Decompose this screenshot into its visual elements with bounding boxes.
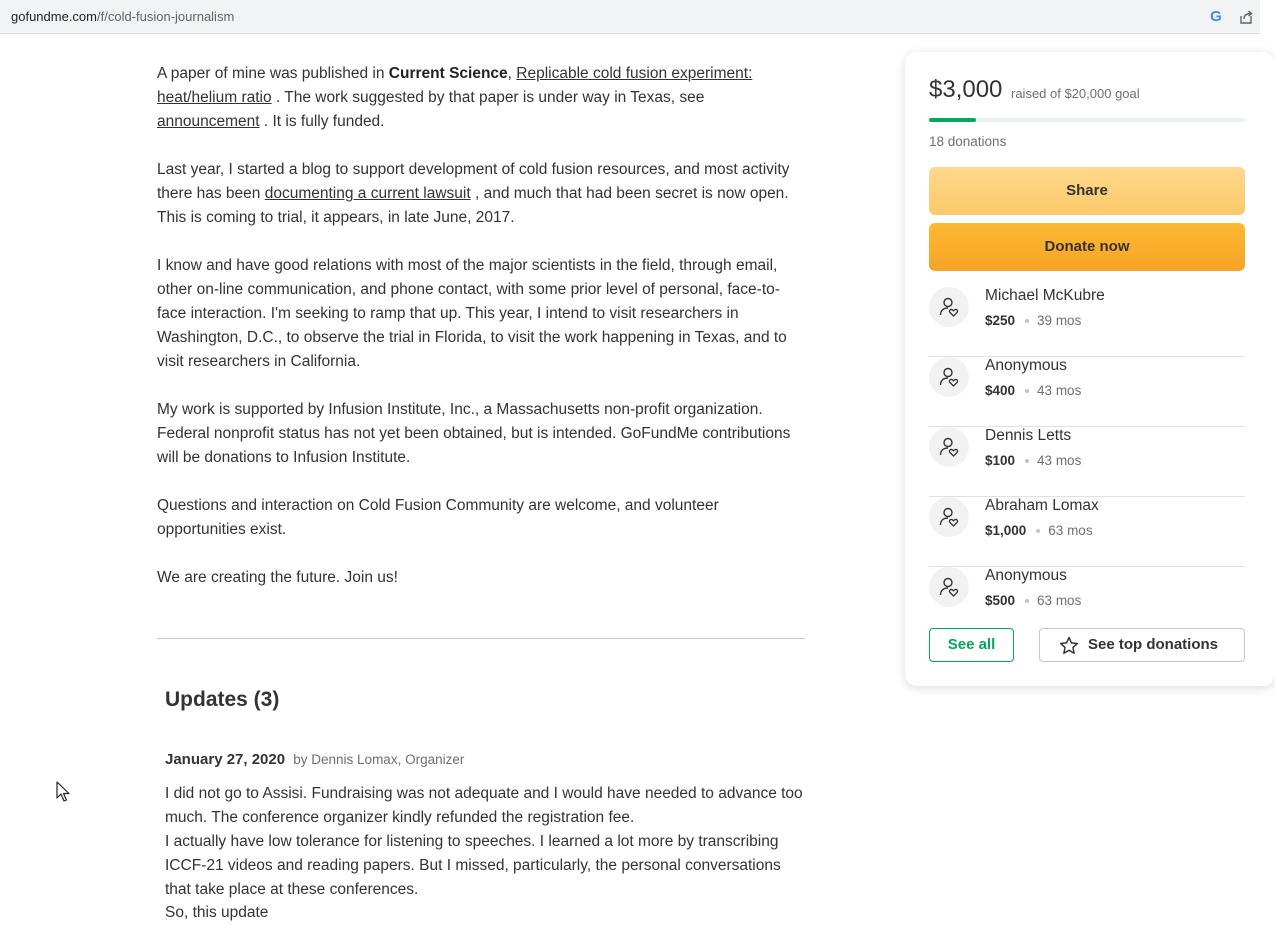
- progress-bar: [929, 118, 1245, 122]
- donor-item: [929, 497, 1245, 567]
- donor-item: [929, 567, 1245, 637]
- story-paragraph-3: I know and have good relations with most of the major scientists in the field, through email, other on-line communication, and phone contact, with some prior level of personal, face-to-face interaction. I'm seeking to ramp that up. This year, I intend to visit researchers in Washington, D.C., to observe the trial in Florida, to visit the work happening in Texas, and to visit researchers in California.: [157, 257, 787, 370]
- donor-details: [985, 453, 1081, 468]
- donor-time: 63 mos: [1048, 523, 1093, 538]
- update-body: [165, 782, 805, 921]
- story-text-run: A paper of mine was published in: [157, 65, 389, 82]
- donor-details: [985, 593, 1081, 608]
- google-icon[interactable]: G: [1210, 8, 1222, 25]
- announcement-link[interactable]: announcement: [157, 113, 260, 130]
- share-page-icon[interactable]: [1238, 9, 1254, 25]
- donor-amount: $250: [985, 313, 1016, 328]
- separator-dot: [1025, 389, 1029, 393]
- donor-amount: $500: [985, 593, 1016, 608]
- story-paragraph-4: My work is supported by Infusion Institute, Inc., a Massachusetts non-profit organization. Federal nonprofit status has not yet been obtained, but is intended. GoFundMe contributions will be donations to Infusion Institute.: [157, 401, 791, 466]
- url-path: /f/cold-fusion-journalism: [97, 9, 235, 24]
- mouse-cursor-icon: [56, 781, 70, 808]
- donor-details: [985, 383, 1081, 398]
- donor-name: Abraham Lomax: [985, 497, 1099, 514]
- donor-item: [929, 357, 1245, 427]
- progress-bar-fill: [929, 118, 976, 122]
- donor-amount: $400: [985, 383, 1016, 398]
- star-icon: [1058, 635, 1080, 657]
- donation-card: [905, 52, 1275, 686]
- donor-name: Anonymous: [985, 357, 1067, 374]
- donor-amount: $1,000: [985, 523, 1027, 538]
- update-meta: [165, 751, 464, 768]
- story-paragraph-5: Questions and interaction on Cold Fusion Community are welcome, and volunteer opportunities exist.: [157, 497, 719, 538]
- separator-dot: [1036, 529, 1040, 533]
- donor-name: Dennis Letts: [985, 427, 1072, 444]
- story-paragraph-2: [157, 158, 805, 230]
- update-paragraph-2: I actually have low tolerance for listening to speeches. I learned a lot more by transcribing ICCF-21 videos and reading papers. But I missed, particularly, the personal conversations that take place at these conferences.: [165, 833, 781, 898]
- donor-item: [929, 287, 1245, 357]
- update-paragraph-3-partial: So, this update: [165, 904, 269, 921]
- donor-heart-icon: [929, 567, 969, 607]
- donor-time: 39 mos: [1037, 313, 1082, 328]
- donor-heart-icon: [929, 497, 969, 537]
- lawsuit-link[interactable]: documenting a current lawsuit: [264, 185, 471, 202]
- update-paragraph-1: I did not go to Assisi. Fundraising was not adequate and I would have needed to advance too much. The conference organizer kindly refunded the registration fee.: [165, 785, 803, 826]
- address-bar[interactable]: [0, 0, 1260, 34]
- story-text-run: . It is fully funded.: [259, 113, 385, 130]
- see-top-donations-button[interactable]: [1039, 628, 1245, 662]
- donor-time: 63 mos: [1037, 593, 1082, 608]
- donor-amount: $100: [985, 453, 1016, 468]
- separator-dot: [1025, 599, 1029, 603]
- story-text-run: , and much that had been secret is now open. This is coming to trial, it appears, in late June, 2017.: [157, 185, 789, 226]
- donor-details: [985, 523, 1093, 538]
- goal-text: raised of $20,000 goal: [1011, 86, 1140, 101]
- url-domain: gofundme.com: [11, 9, 97, 24]
- donation-count: 18 donations: [929, 134, 1007, 149]
- donor-time: 43 mos: [1037, 383, 1082, 398]
- separator-dot: [1025, 319, 1029, 323]
- donor-time: 43 mos: [1037, 453, 1082, 468]
- story-text-run: ,: [507, 65, 517, 82]
- story-text-run: . The work suggested by that paper is under way in Texas, see: [271, 89, 705, 106]
- donor-item: [929, 427, 1245, 497]
- see-top-donations-label: See top donations: [1088, 636, 1219, 653]
- journal-name: Current Science: [388, 65, 508, 82]
- story-paragraph-1: [157, 62, 805, 134]
- donor-name: Anonymous: [985, 567, 1067, 584]
- paper-link[interactable]: Replicable cold fusion experiment: heat/helium ratio: [157, 65, 753, 106]
- donor-heart-icon: [929, 287, 969, 327]
- story-text-run: Last year, I started a blog to support development of cold fusion resources, and most activity there has been: [157, 161, 790, 202]
- separator-dot: [1025, 459, 1029, 463]
- donor-heart-icon: [929, 357, 969, 397]
- story-text: [157, 62, 805, 614]
- section-divider: [157, 638, 805, 639]
- story-paragraph-6: We are creating the future. Join us!: [157, 569, 398, 586]
- update-date: January 27, 2020: [165, 751, 286, 768]
- url-text[interactable]: [11, 9, 234, 24]
- updates-heading: Updates (3): [165, 688, 280, 711]
- share-button[interactable]: Share: [929, 167, 1245, 215]
- update-author: by Dennis Lomax, Organizer: [293, 752, 465, 767]
- see-all-button[interactable]: See all: [929, 628, 1014, 662]
- donor-name: Michael McKubre: [985, 287, 1105, 304]
- donor-heart-icon: [929, 427, 969, 467]
- donor-details: [985, 313, 1081, 328]
- donate-now-button[interactable]: Donate now: [929, 223, 1245, 271]
- raised-amount: $3,000: [929, 76, 1003, 103]
